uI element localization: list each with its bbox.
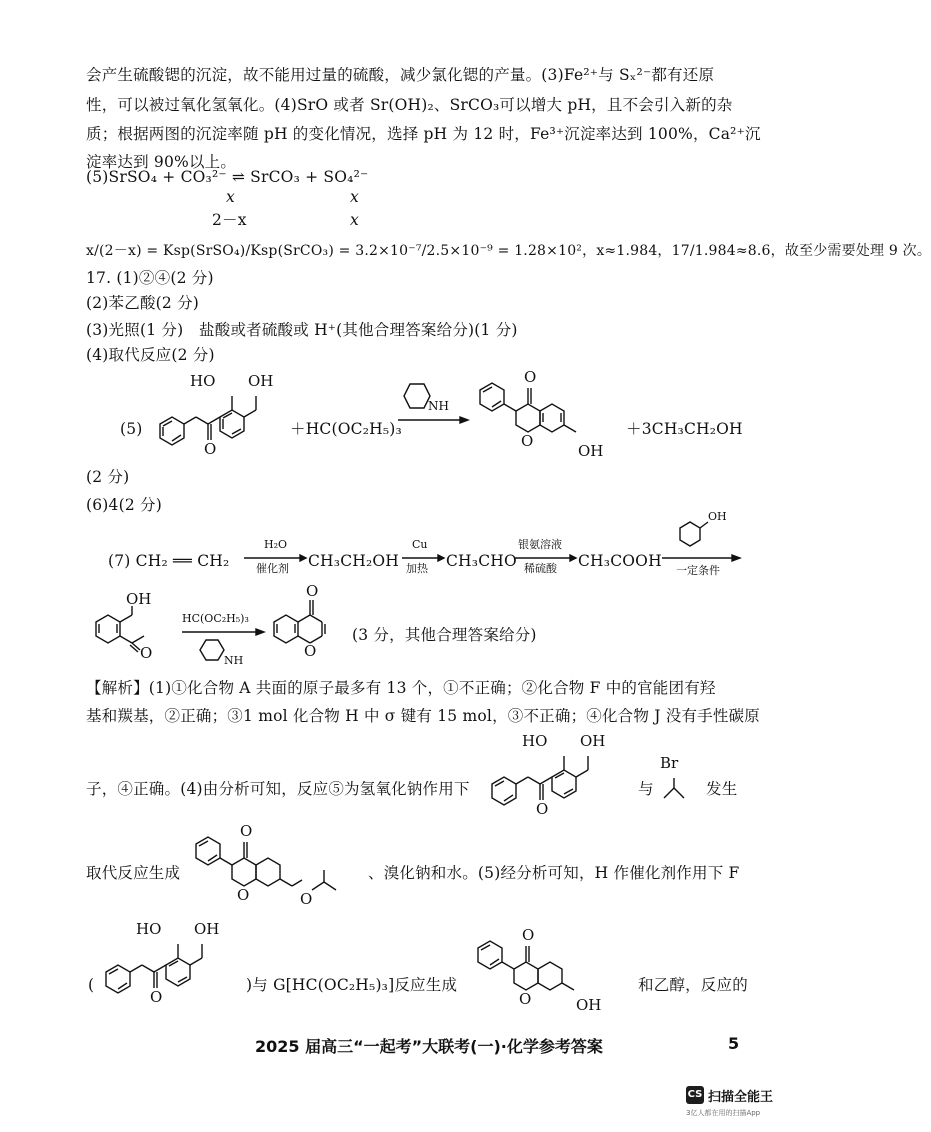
analysis-line-1: 【解析】(1)①化合物 A 共面的原子最多有 13 个，①不正确；②化合物 F 中的官能团有羟 [86,679,716,697]
analysis-line-5-end: 和乙醇，反应的 [638,976,748,994]
svg-text:银氨溶液: 银氨溶液 [518,538,562,551]
hydroxyacetophenone [90,592,180,662]
acetaldehyde-intermediate: CH₃CHO [446,552,517,570]
analysis-line-3: 子，④正确。(4)由分析可知，反应⑤为氢氧化钠作用下 [86,780,470,798]
ksp-calculation: x/(2－x) = Ksp(SrSO₄)/Ksp(SrCO₃) = 3.2×10⁻⁷/2.5×10⁻⁹ = 1.28×10²，x≈1.984，17/1.984≈8.6，故至少需要处理 9 次。 [86,243,931,259]
eq-x-right: x [350,188,359,206]
morpholine-catalyst [398,380,468,430]
svg-text:Br: Br [660,754,679,772]
eq-2-minus-x: 2－x [212,211,247,229]
svg-text:OH: OH [576,996,602,1014]
isopropyl-bromide [656,756,700,802]
q17-part5-score: (2 分) [86,468,130,486]
q17-part2: (2)苯乙酸(2 分) [86,294,200,312]
svg-text:O: O [204,440,217,458]
step2-arrow [400,538,444,578]
svg-text:NH: NH [428,399,449,413]
svg-text:HC(OC₂H₅)₃: HC(OC₂H₅)₃ [182,612,249,625]
analysis-with: 与 [638,780,654,798]
text-line-4: 淀率达到 90%以上。 [86,153,237,171]
eq-x-left: x [226,188,235,206]
analysis-open-paren: ( [88,976,95,994]
svg-text:O: O [524,368,537,386]
ethanol-byproduct: ＋3CH₃CH₂OH [626,420,743,438]
svg-text:O: O [521,432,534,450]
svg-text:HO: HO [522,732,548,750]
page-number: 5 [728,1034,740,1053]
svg-text:O: O [140,644,153,662]
analysis-line-4-end: 、溴化钠和水。(5)经分析可知，H 作催化剂作用下 F [368,864,740,882]
step4-arrow-with-phenol [660,510,740,580]
text-line-1: 会产生硫酸锶的沉淀，故不能用过量的硫酸，减少氯化锶的产量。(3)Fe²⁺与 Sₓ²⁻都有还原 [86,66,715,84]
q17-part3: (3)光照(1 分) 盐酸或者硫酸或 H⁺(其他合理答案给分)(1 分) [86,321,518,339]
watermark-title: 扫描全能王 [708,1090,774,1105]
svg-text:O: O [304,642,317,660]
svg-text:OH: OH [194,920,220,938]
step3-arrow [512,538,576,578]
svg-text:OH: OH [578,442,604,460]
analysis-occur: 发生 [706,780,738,798]
svg-text:O: O [522,926,535,944]
svg-text:O: O [150,988,163,1006]
svg-text:O: O [306,582,319,600]
page-footer: 2025 届高三“一起考”大联考(一)·化学参考答案 [255,1037,603,1056]
analysis-line-2: 基和羰基，②正确；③1 mol 化合物 H 中 σ 键有 15 mol，③不正确；④化合物 J 没有手性碳原 [86,707,760,725]
isopropoxy-isoflavone [186,814,366,914]
ethylene-start: (7) CH₂ ══ CH₂ [108,552,230,570]
scanner-watermark [686,1086,796,1126]
svg-text:加热: 加热 [406,562,428,575]
isoflavone-product-2 [468,918,638,1018]
svg-text:OH: OH [580,732,606,750]
svg-text:O: O [300,890,313,908]
svg-text:OH: OH [708,510,727,523]
svg-text:OH: OH [126,590,152,608]
svg-text:O: O [536,800,549,818]
svg-text:一定条件: 一定条件 [676,564,720,577]
watermark-subtitle: 3亿人都在用的扫描App [686,1109,761,1117]
text-line-2: 性，可以被过氧化氢氧化。(4)SrO 或者 Sr(OH)₂、SrCO₃可以增大 pH，且不会引入新的杂 [86,96,733,114]
svg-text:催化剂: 催化剂 [256,562,289,575]
eq-x-bottom: x [350,211,359,229]
q17-part1: 17. (1)②④(2 分) [86,269,214,287]
acetic-acid-intermediate: CH₃COOH [578,552,662,570]
svg-text:H₂O: H₂O [264,538,288,551]
compound-f-structure-2 [96,910,236,1010]
text-line-3: 质；根据两图的沉淀率随 pH 的变化情况，选择 pH 为 12 时，Fe³⁺沉淀率达到 100%，Ca²⁺沉 [86,125,761,143]
product-isoflavone [470,360,610,470]
orthoformate-reagent: ＋HC(OC₂H₅)₃ [290,420,402,438]
chromone-product [268,582,358,666]
svg-text:Cu: Cu [412,538,428,551]
camscanner-logo-icon: CS [686,1086,704,1104]
q17-part7-score: (3 分，其他合理答案给分) [352,626,537,644]
svg-text:O: O [519,990,532,1008]
svg-text:HO: HO [136,920,162,938]
step1-arrow [242,538,306,578]
svg-text:OH: OH [248,372,274,390]
analysis-line-5-mid: )与 G[HC(OC₂H₅)₃]反应生成 [246,976,458,994]
q17-part5-label: (5) [120,420,143,438]
q17-part4: (4)取代反应(2 分) [86,346,215,364]
ethanol-intermediate: CH₃CH₂OH [308,552,400,570]
svg-text:NH: NH [224,654,244,667]
svg-text:O: O [237,886,250,904]
q17-part6: (6)4(2 分) [86,496,163,514]
reactant-dihydroxy-ketone [150,362,290,472]
svg-text:HO: HO [190,372,216,390]
analysis-line-4: 取代反应生成 [86,864,181,882]
step5-arrow-with-morpholine [180,612,270,672]
svg-text:O: O [240,822,253,840]
compound-f-structure [482,722,622,822]
svg-text:稀硫酸: 稀硫酸 [524,562,557,575]
equilibrium-equation: (5)SrSO₄ + CO₃²⁻ ⇌ SrCO₃ + SO₄²⁻ [86,168,369,186]
